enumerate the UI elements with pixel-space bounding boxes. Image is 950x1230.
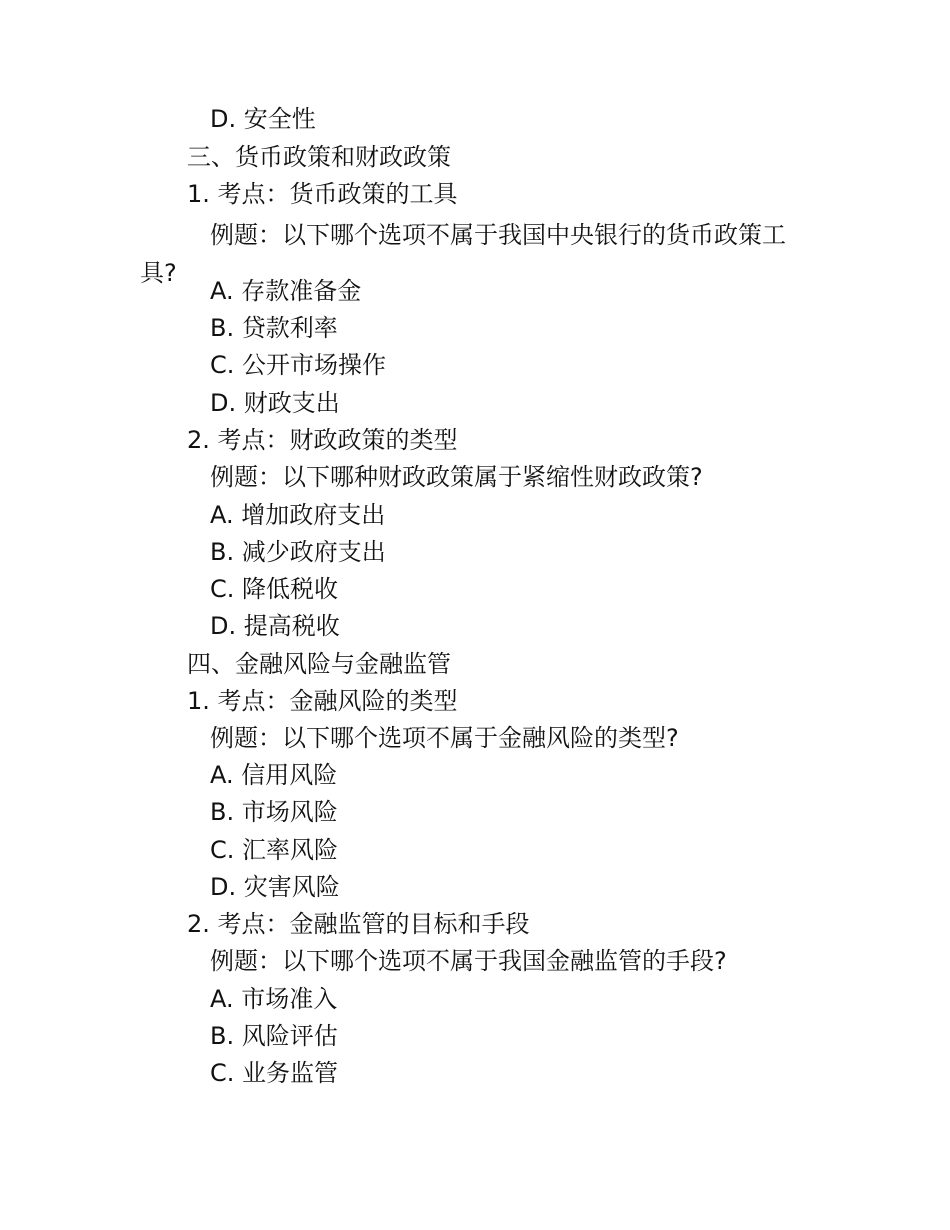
section-heading: 四、金融风险与金融监管 xyxy=(187,650,451,678)
option-line: B. 贷款利率 xyxy=(210,314,338,342)
option-line: C. 汇率风险 xyxy=(210,836,339,864)
option-line: C. 降低税收 xyxy=(210,575,339,603)
option-line: D. 安全性 xyxy=(210,105,316,133)
option-line: B. 风险评估 xyxy=(210,1022,338,1050)
option-line: A. 增加政府支出 xyxy=(210,501,386,529)
question-text: 例题：以下哪个选项不属于金融风险的类型? xyxy=(210,724,679,752)
option-line: A. 信用风险 xyxy=(210,761,338,789)
option-line: A. 存款准备金 xyxy=(210,277,362,305)
question-text: 例题：以下哪个选项不属于我国金融监管的手段? xyxy=(210,947,727,975)
topic-heading: 1. 考点：金融风险的类型 xyxy=(187,687,458,715)
option-line: C. 业务监管 xyxy=(210,1059,339,1087)
option-line: A. 市场准入 xyxy=(210,985,338,1013)
topic-heading: 2. 考点：金融监管的目标和手段 xyxy=(187,910,530,938)
option-line: B. 减少政府支出 xyxy=(210,538,386,566)
question-text: 例题：以下哪个选项不属于我国中央银行的货币政策工具? xyxy=(140,221,786,287)
option-line: B. 市场风险 xyxy=(210,798,338,826)
option-line: D. 灾害风险 xyxy=(210,873,340,901)
option-line: D. 财政支出 xyxy=(210,389,340,417)
topic-heading: 2. 考点：财政政策的类型 xyxy=(187,426,458,454)
option-line: C. 公开市场操作 xyxy=(210,351,387,379)
topic-heading: 1. 考点：货币政策的工具 xyxy=(187,180,458,208)
question-text: 例题：以下哪种财政政策属于紧缩性财政政策? xyxy=(210,463,703,491)
section-heading: 三、货币政策和财政政策 xyxy=(187,143,451,171)
option-line: D. 提高税收 xyxy=(210,612,340,640)
